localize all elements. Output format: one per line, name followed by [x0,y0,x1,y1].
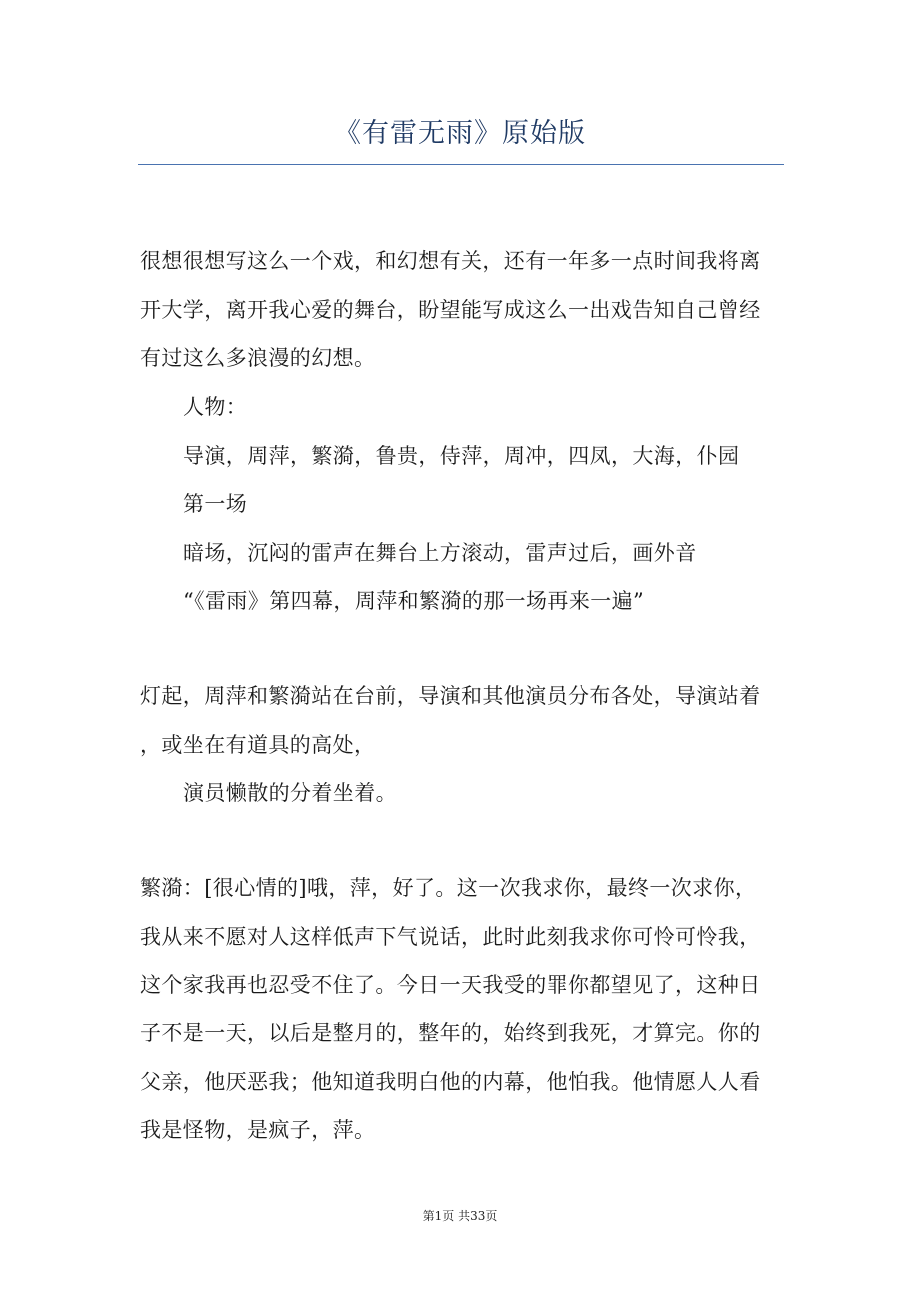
direction-line-3: 演员懒散的分着坐着。 [183,781,397,805]
direction-line-1: 灯起，周萍和繁漪站在台前，导演和其他演员分布各处，导演站着 [140,684,761,708]
scene-heading: 第一场 [183,492,248,516]
dialogue-line-1: 繁漪：[很心情的]哦，萍，好了。这一次我求你，最终一次求你， [140,876,757,900]
direction-line-2: ，或坐在有道具的高处， [140,733,376,757]
dialogue-line-5: 父亲，他厌恶我；他知道我明白他的内幕，他怕我。他情愿人人看 [140,1070,761,1094]
page-footer: 第1页 共33页 [422,1209,498,1223]
intro-line-3: 有过这么多浪漫的幻想。 [140,346,376,370]
dialogue-line-3: 这个家我再也忍受不住了。今日一天我受的罪你都望见了，这种日 [140,973,761,997]
title-underline [138,164,784,165]
characters-heading: 人物： [183,395,248,419]
dialogue-line-6: 我是怪物，是疯子，萍。 [140,1118,376,1142]
stage-direction-line: 暗场，沉闷的雷声在舞台上方滚动，雷声过后，画外音 [183,541,697,565]
characters-list: 导演，周萍，繁漪，鲁贵，侍萍，周冲，四凤，大海，仆园 [183,444,740,468]
document-title: 《有雷无雨》原始版 [334,118,586,149]
voiceover-line: “《雷雨》第四幕，周萍和繁漪的那一场再来一遍” [183,589,645,613]
dialogue-line-2: 我从来不愿对人这样低声下气说话，此时此刻我求你可怜可怜我， [140,925,761,949]
intro-line-1: 很想很想写这么一个戏，和幻想有关，还有一年多一点时间我将离 [140,249,761,273]
intro-line-2: 开大学，离开我心爱的舞台，盼望能写成这么一出戏告知自己曾经 [140,298,761,322]
dialogue-line-4: 子不是一天，以后是整月的，整年的，始终到我死，才算完。你的 [140,1021,761,1045]
